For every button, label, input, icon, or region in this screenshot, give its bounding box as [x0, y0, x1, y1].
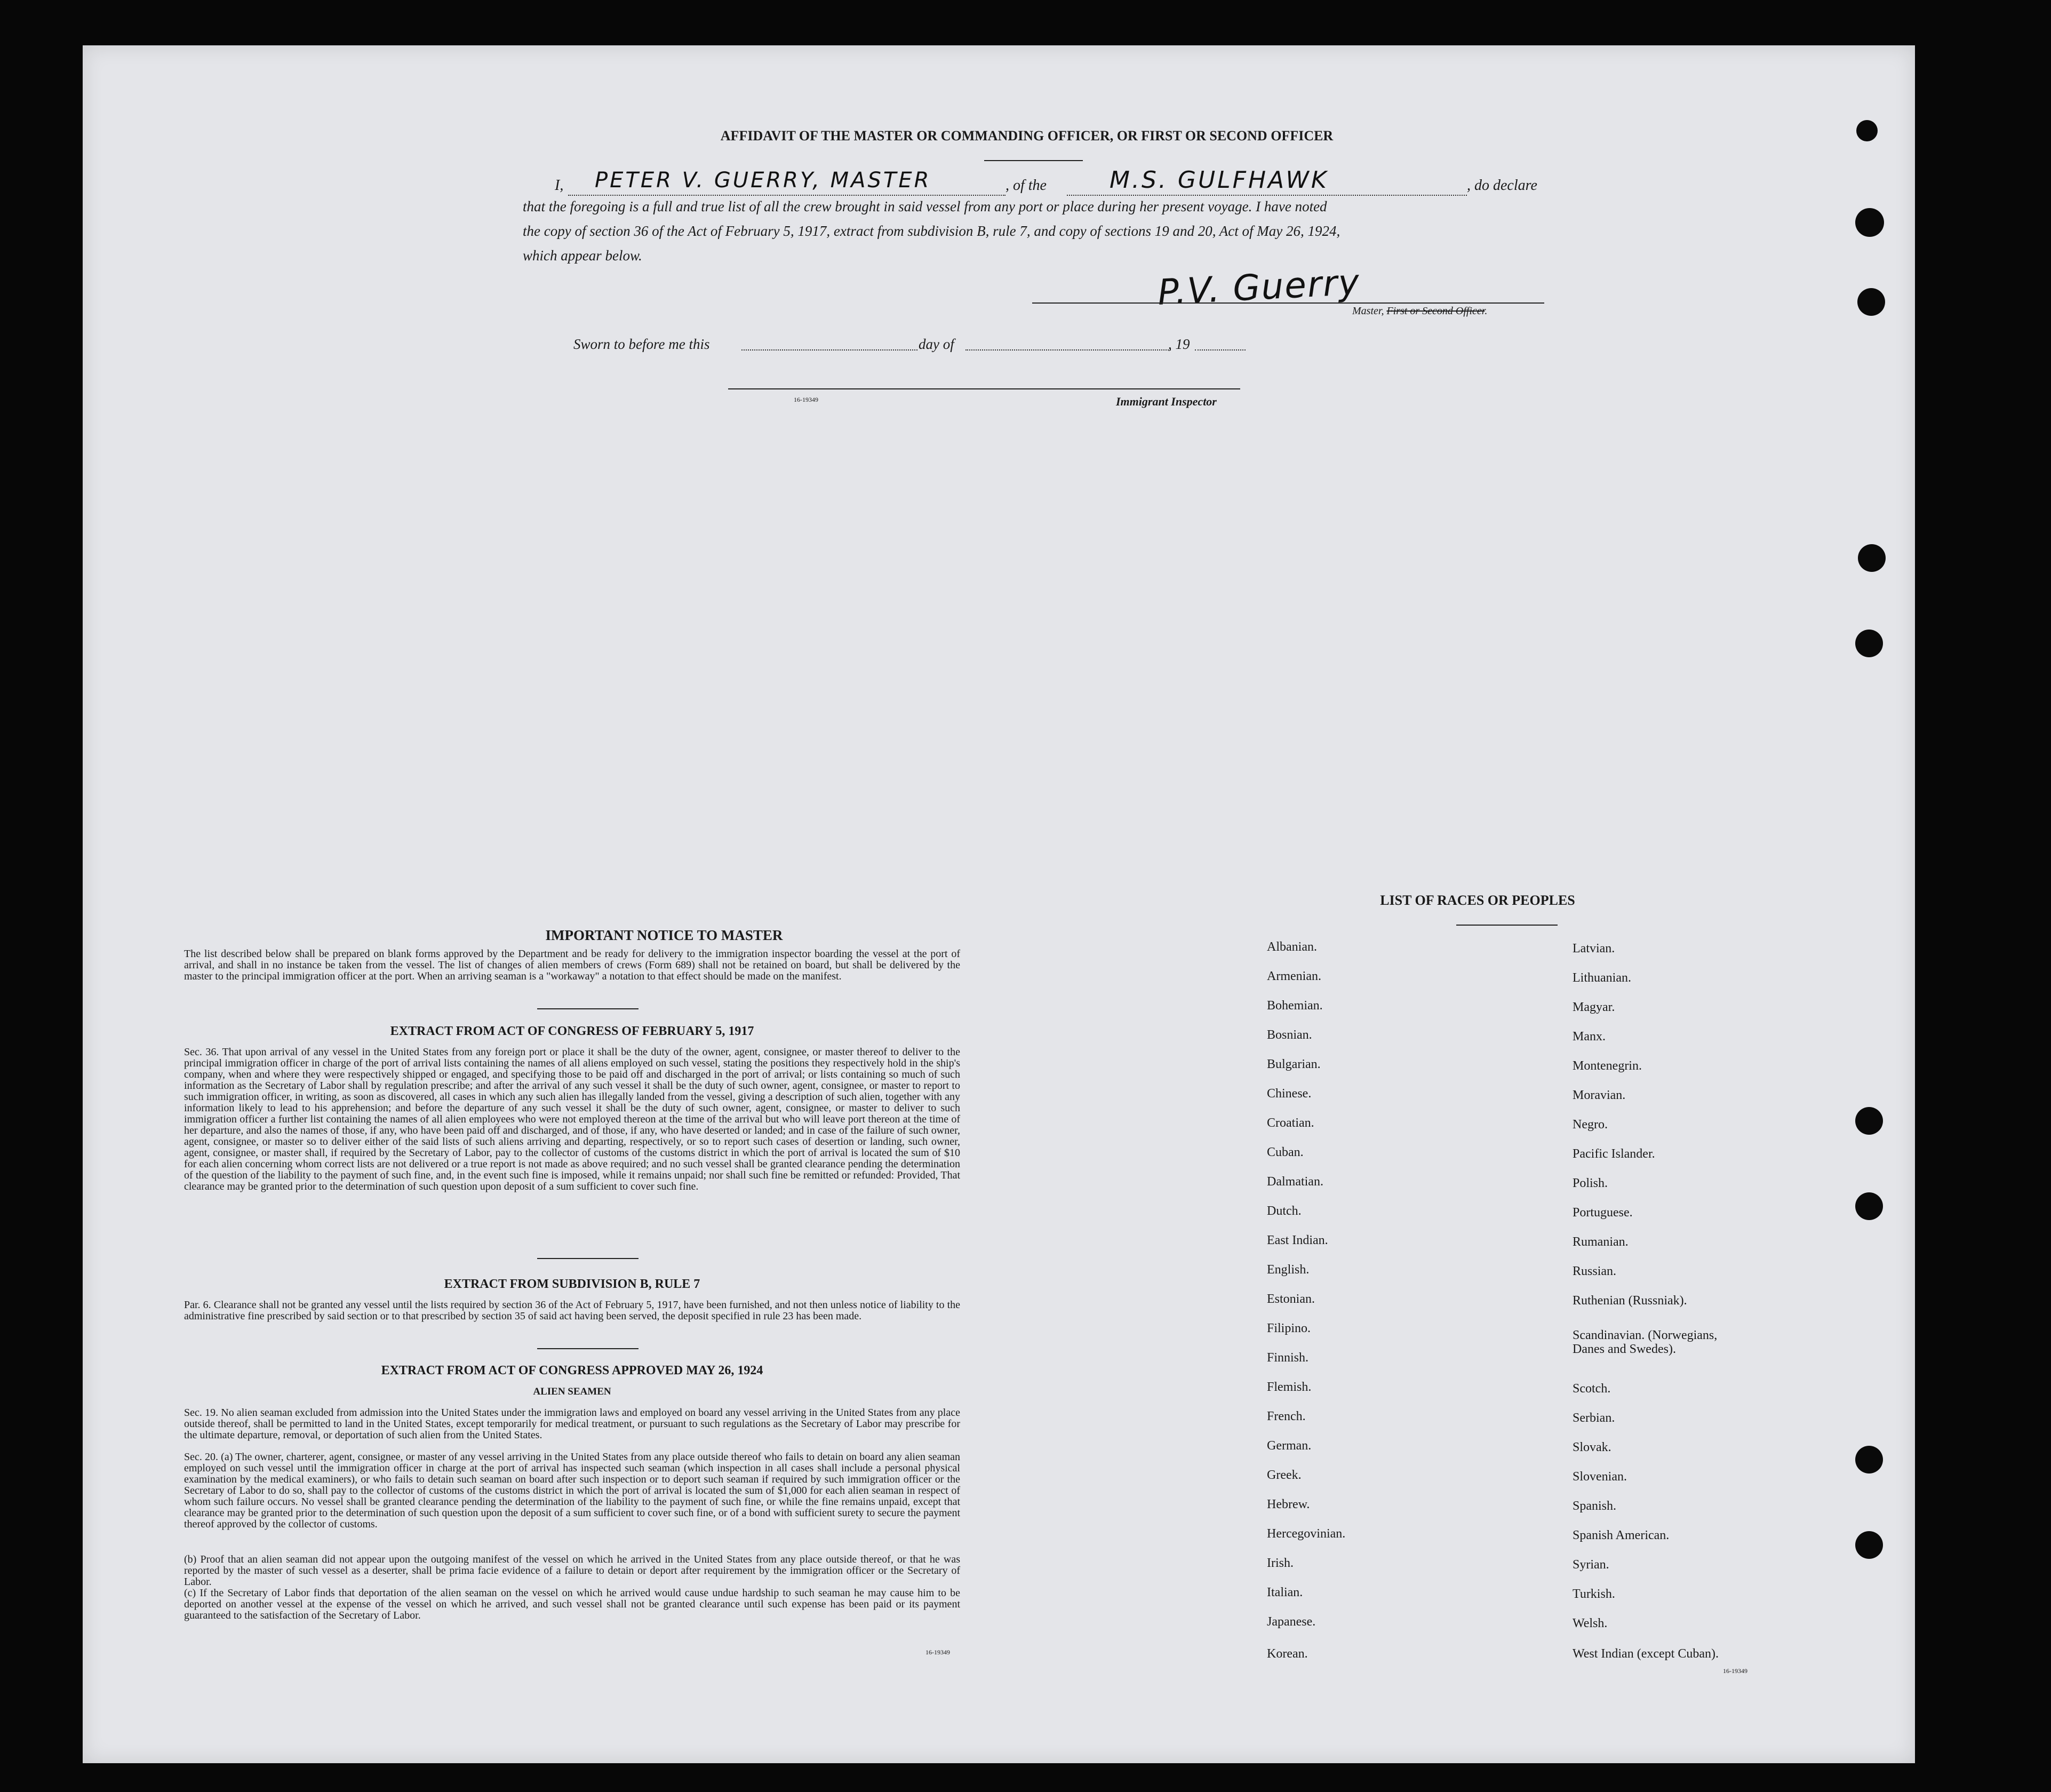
extract3-sec19: Sec. 19. No alien seaman excluded from admission into the United States under the immigration laws and employed on board any vessel arriving in the United States from any place outside thereof, shall be permitted to land in the United States, except temporarily for medical treatment, or pursuant to such regulations as the Secretary of Labor may prescribe for the ultimate departure, removal, or deportation of such alien from the United States. — [184, 1407, 960, 1441]
binder-hole — [1855, 1107, 1883, 1135]
caption-end: . — [1485, 305, 1488, 317]
race-item: Spanish. — [1573, 1499, 1617, 1513]
race-item: Syrian. — [1573, 1558, 1609, 1572]
race-item: East Indian. — [1267, 1233, 1328, 1247]
name-line — [568, 195, 1005, 196]
race-item: Pacific Islander. — [1573, 1147, 1655, 1161]
race-item: Welsh. — [1573, 1616, 1608, 1630]
affidavit-form-number: 16-19349 — [794, 396, 818, 403]
race-item: Magyar. — [1573, 1000, 1615, 1014]
race-item: Russian. — [1573, 1264, 1617, 1278]
extract1-body: Sec. 36. That upon arrival of any vessel in the United States from any foreign port or place it shall be the duty of the owner, agent, consignee, or master thereof to deliver to the principal immigration officer in charge of the port of arrival lists containing the names of all aliens employed on such vessel, stating the positions they respectively hold in the ship's company, when and where they were respectively shipped or engaged, and specifying those to be paid off and discharged in the port of arrival; or lists containing so much of such information as the Secretary of Labor shall by regulation prescribe; and after the arrival of any such vessel it shall be the duty of such owner, agent, consignee, or master to report to such immigration officer, in writing, as soon as discovered, all cases in which any such alien has illegally landed from the vessel, giving a description of such alien, together with any information likely to lead to his apprehension; and before the departure of any such vessel it shall be the duty of such owner, agent, consignee, or master to deliver to such immigration officer a further list containing the names of all alien employees who were not employed thereon at the time of the arrival but who will leave port thereon at the time of her departure, and also the names of those, if any, who have been paid off and discharged, and of those, if any, who have deserted or landed; and in case of the failure of such owner, agent, consignee, or master so to deliver either of the said lists of such aliens arriving and departing, respectively, or so to report such cases of desertion or landing, such owner, agent, consignee, or master shall, if required by the Secretary of Labor, pay to the collector of customs of the customs district in which the port of arrival is located the sum of $10 for each alien concerning whom correct lists are not delivered or a true report is not made as above required; and no such vessel shall be granted clearance pending the determination of the question of the liability to the payment of such fine, and, in the event such fine is imposed, while it remains unpaid; nor shall such fine be remitted or refunded: Provided, That clearance may be granted prior to the determination of such question upon deposit of a sum sufficient to cover such fine. — [184, 1046, 960, 1192]
race-item: Lithuanian. — [1573, 971, 1631, 985]
race-item: Spanish American. — [1573, 1528, 1670, 1542]
caption-master: Master, — [1352, 305, 1387, 317]
race-item: Filipino. — [1267, 1321, 1311, 1335]
race-item: Irish. — [1267, 1556, 1294, 1570]
race-item: Albanian. — [1267, 940, 1317, 954]
extract3-sec20a: Sec. 20. (a) The owner, charterer, agent, consignee, or master of any vessel arriving in the United States from any place outside thereof who fails to detain on board any alien seaman employed on such vessel until the immigration officer in charge at the port of arrival has inspected such seaman (which inspection in all cases shall include a personal physical examination by the medical examiners), or who fails to detain such seaman on board after such inspection or to deport such seaman if required by such immigration officer or the Secretary of Labor to do so, shall pay to the collector of customs of the customs district in which the port of arrival is located the sum of $1,000 for each alien seaman in respect of whom such failure occurs. No vessel shall be granted clearance pending the determination of the liability to the payment of such fine, or while the fine remains unpaid, except that clearance may be granted prior to the determination of such question upon the deposit of a sum sufficient to cover such fine, or of a bond with sufficient surety to secure the payment thereof approved by the collector of customs. — [184, 1451, 960, 1530]
signature-line — [1032, 302, 1544, 304]
race-item: Croatian. — [1267, 1116, 1314, 1130]
race-item: Ruthenian (Russniak). — [1573, 1294, 1687, 1308]
affidavit-i: I, — [555, 177, 564, 194]
sworn-day-line — [741, 349, 917, 351]
race-item: Polish. — [1573, 1176, 1608, 1190]
extract3-sec20b: (b) Proof that an alien seaman did not appear upon the outgoing manifest of the vessel on which he arrived in the United States from any place outside thereof, or that he was reported by the master of such vessel as a deserter, shall be prima facie evidence of a failure to detain or deport after requirement by the immigration officer or the Secretary of Labor. — [184, 1554, 960, 1588]
affidavit-title: AFFIDAVIT OF THE MASTER OR COMMANDING OFFICER, OR FIRST OR SECOND OFFICER — [720, 128, 1334, 144]
day-of-text: day of — [919, 336, 954, 352]
race-item: Slovak. — [1573, 1440, 1611, 1454]
notice-divider — [537, 1008, 639, 1009]
extract2-divider — [537, 1348, 639, 1349]
binder-hole — [1855, 1192, 1883, 1220]
race-item: Serbian. — [1573, 1411, 1615, 1425]
affidavit-of-the: , of the — [1005, 177, 1047, 194]
extract2-title: EXTRACT FROM SUBDIVISION B, RULE 7 — [444, 1277, 700, 1291]
master-signature: P.V. Guerry — [1156, 261, 1361, 313]
race-item: Cuban. — [1267, 1145, 1304, 1159]
race-item: Hebrew. — [1267, 1498, 1310, 1511]
race-item: Italian. — [1267, 1586, 1303, 1599]
races-form-number: 16-19349 — [1723, 1667, 1747, 1675]
race-item: Manx. — [1573, 1030, 1606, 1044]
binder-hole — [1855, 1531, 1883, 1559]
race-item: Chinese. — [1267, 1087, 1312, 1101]
notice-body: The list described below shall be prepared on blank forms approved by the Department and be ready for delivery to the immigration inspector boarding the vessel at the port of arrival, and shall in no instance be taken from the vessel. The list of changes of alien members of crews (Form 689) shall not be retained on board, but shall be delivered by the master to the principal immigration officer at the port. When an arriving seaman is a "workaway" a notation to that effect should be made on the manifest. — [184, 948, 960, 982]
race-item: Turkish. — [1573, 1587, 1615, 1601]
race-item: Greek. — [1267, 1468, 1302, 1482]
race-item: Bosnian. — [1267, 1028, 1312, 1042]
extract3-sec20c: (c) If the Secretary of Labor finds that deportation of the alien seaman on the vessel on which he arrived would cause undue hardship to such seaman he may cause him to be deported on another vessel at the expense of the vessel on which he arrived, and such vessel shall not be granted clearance until such expense has been paid or its payment guaranteed to the satisfaction of the Secretary of Labor. — [184, 1587, 960, 1621]
race-item: Portuguese. — [1573, 1206, 1633, 1220]
binder-hole — [1857, 288, 1885, 316]
extract3-title: EXTRACT FROM ACT OF CONGRESS APPROVED MAY 26, 1924 — [381, 1364, 763, 1377]
binder-hole — [1856, 120, 1878, 141]
race-item: Dutch. — [1267, 1204, 1302, 1218]
affidavit-line-3: the copy of section 36 of the Act of February 5, 1917, extract from subdivision B, rule 7, and copy of sections 19 and 20, Act of May 26, 1924, — [523, 223, 1340, 239]
year-prefix: , 19 — [1168, 336, 1190, 352]
race-item: Bohemian. — [1267, 999, 1323, 1013]
signature-caption — [1352, 305, 1487, 317]
race-item: West Indian (except Cuban). — [1573, 1647, 1719, 1661]
race-item: Slovenian. — [1573, 1470, 1627, 1484]
sworn-year-line — [1195, 349, 1246, 351]
notice-title: IMPORTANT NOTICE TO MASTER — [545, 927, 783, 943]
races-title: LIST OF RACES OR PEOPLES — [1380, 893, 1575, 908]
race-item: Scandinavian. (Norwegians, Danes and Swedes). — [1573, 1328, 1718, 1356]
binder-hole — [1855, 208, 1884, 237]
name-top-rule — [984, 160, 1083, 161]
inspector-label: Immigrant Inspector — [1116, 395, 1217, 408]
extract1-divider — [537, 1258, 639, 1259]
extract2-body: Par. 6. Clearance shall not be granted any vessel until the lists required by section 36 of the Act of February 5, 1917, have been furnished, and not then unless notice of liability to the administrative fine prescribed by said section or to that prescribed by section 35 of said act having been served, the deposit specified in rule 23 has been made. — [184, 1299, 960, 1322]
race-item: Flemish. — [1267, 1380, 1312, 1394]
extract1-title: EXTRACT FROM ACT OF CONGRESS OF FEBRUARY 5, 1917 — [390, 1024, 754, 1038]
vessel-line — [1067, 195, 1467, 196]
affidavit-line-2: that the foregoing is a full and true list of all the crew brought in said vessel from any port or place during her present voyage. I have noted — [523, 198, 1327, 214]
race-item: Armenian. — [1267, 969, 1321, 983]
race-item: Scotch. — [1573, 1382, 1611, 1396]
extract3-subtitle: ALIEN SEAMEN — [533, 1386, 611, 1397]
sworn-month-line — [965, 349, 1171, 351]
race-item: Rumanian. — [1573, 1235, 1629, 1249]
notice-form-number: 16-19349 — [925, 1648, 950, 1656]
race-item: Hercegovinian. — [1267, 1527, 1346, 1541]
affidavit-declare: , do declare — [1467, 177, 1537, 194]
race-item: Bulgarian. — [1267, 1057, 1321, 1071]
master-name-handwritten: PETER V. GUERRY, MASTER — [595, 168, 931, 193]
binder-hole — [1855, 630, 1883, 657]
race-item: Estonian. — [1267, 1292, 1315, 1306]
race-item: Finnish. — [1267, 1351, 1309, 1365]
binder-hole — [1855, 1446, 1883, 1474]
vessel-name-handwritten: M.S. GULFHAWK — [1110, 166, 1329, 194]
races-divider — [1456, 925, 1558, 926]
race-item: Japanese. — [1267, 1615, 1316, 1629]
race-item: Negro. — [1573, 1118, 1608, 1132]
binder-hole — [1858, 544, 1886, 572]
race-item: German. — [1267, 1439, 1312, 1453]
race-item: Dalmatian. — [1267, 1175, 1323, 1189]
affidavit-line-4: which appear below. — [523, 248, 642, 264]
race-item: French. — [1267, 1409, 1306, 1423]
race-item: Korean. — [1267, 1647, 1308, 1661]
sworn-text: Sworn to before me this — [573, 336, 710, 352]
race-item: Moravian. — [1573, 1088, 1626, 1102]
race-item: Latvian. — [1573, 942, 1615, 955]
inspector-signature-line — [728, 388, 1240, 389]
race-item: English. — [1267, 1263, 1310, 1277]
race-item: Montenegrin. — [1573, 1059, 1642, 1073]
caption-struck: First or Second Officer — [1386, 305, 1485, 317]
